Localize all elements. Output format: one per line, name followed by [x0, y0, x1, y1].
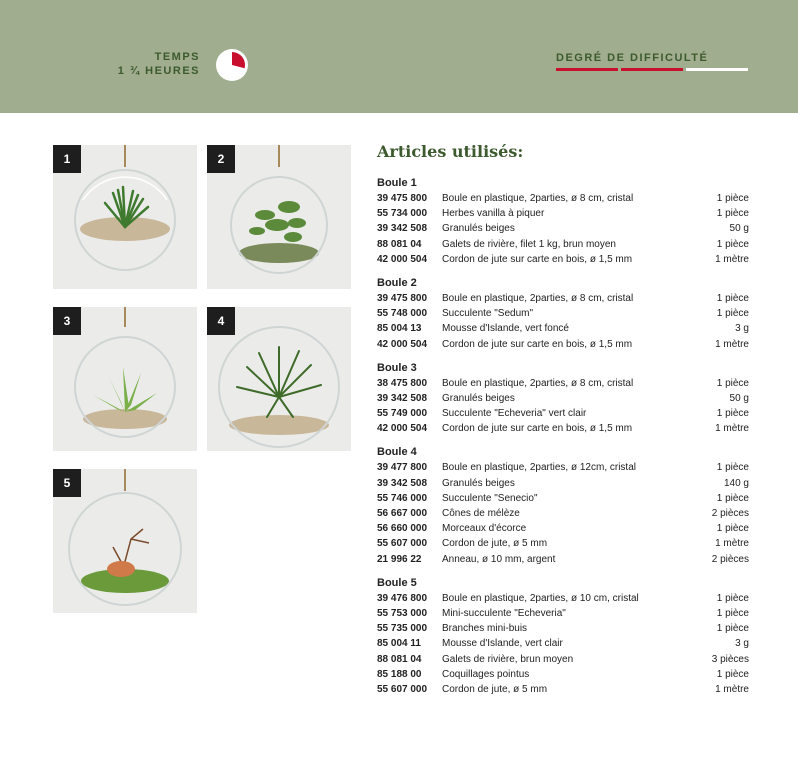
- article-group: [377, 445, 749, 566]
- article-description: Cordon de jute sur carte en bois, ø 1,5 mm: [442, 423, 633, 435]
- article-description: Anneau, ø 10 mm, argent: [442, 553, 556, 565]
- article-row: [377, 391, 749, 406]
- article-description: Mini-succulente "Echeveria": [442, 607, 566, 619]
- article-code: 55 607 000: [377, 538, 428, 550]
- article-code: 56 660 000: [377, 523, 428, 535]
- article-description: Succulente "Sedum": [442, 308, 534, 320]
- articles-title: Articles utilisés:: [377, 142, 524, 161]
- article-quantity: 1 pièce: [716, 607, 749, 619]
- article-code: 55 753 000: [377, 607, 428, 619]
- article-code: 42 000 504: [377, 338, 428, 350]
- article-row: [377, 606, 749, 621]
- article-quantity: 50 g: [729, 223, 749, 235]
- article-row: [377, 621, 749, 636]
- group-title: Boule 3: [377, 361, 417, 374]
- article-quantity: 1 mètre: [715, 683, 749, 695]
- article-code: 39 342 508: [377, 477, 428, 489]
- article-description: Succulente "Senecio": [442, 492, 538, 504]
- article-row: [377, 337, 749, 352]
- article-code: 39 477 800: [377, 462, 428, 474]
- group-title: Boule 1: [377, 177, 417, 189]
- article-quantity: 1 pièce: [716, 523, 749, 535]
- photo-number-badge: 5: [53, 469, 81, 497]
- article-quantity: 3 pièces: [711, 653, 749, 665]
- article-quantity: 3 g: [735, 323, 749, 335]
- article-description: Cordon de jute, ø 5 mm: [442, 683, 548, 695]
- article-row: [377, 476, 749, 491]
- article-row: [377, 406, 749, 421]
- article-quantity: 1 pièce: [716, 208, 749, 220]
- articles-list: [377, 176, 749, 706]
- article-row: [377, 376, 749, 391]
- article-row: [377, 306, 749, 321]
- article-quantity: 1 pièce: [716, 492, 749, 504]
- group-title: Boule 4: [377, 446, 417, 459]
- article-description: Mousse d'Islande, vert clair: [442, 638, 563, 650]
- article-row: [377, 321, 749, 336]
- header-banner: [0, 0, 798, 113]
- article-quantity: 3 g: [735, 638, 749, 650]
- article-code: 85 004 13: [377, 323, 422, 335]
- article-code: 55 735 000: [377, 623, 428, 635]
- article-code: 55 748 000: [377, 308, 428, 320]
- article-row: [377, 237, 749, 252]
- photo-number-badge: 1: [53, 145, 81, 173]
- article-row: [377, 421, 749, 436]
- photo-boule-3: [53, 307, 197, 451]
- article-code: 39 475 800: [377, 292, 428, 304]
- article-description: Morceaux d'écorce: [442, 523, 527, 535]
- article-description: Granulés beiges: [442, 392, 515, 404]
- photo-boule-4: [207, 307, 351, 451]
- article-description: Boule en plastique, 2parties, ø 8 cm, cristal: [442, 377, 634, 389]
- article-description: Herbes vanilla à piquer: [442, 208, 545, 220]
- article-row: [377, 636, 749, 651]
- article-row: [377, 221, 749, 236]
- article-description: Succulente "Echeveria" vert clair: [442, 408, 587, 420]
- article-description: Granulés beiges: [442, 223, 515, 235]
- photo-boule-2: [207, 145, 351, 289]
- article-code: 55 746 000: [377, 492, 428, 504]
- group-title: Boule 5: [377, 576, 417, 589]
- difficulty-label: DEGRÉ DE DIFFICULTÉ: [556, 52, 709, 64]
- article-quantity: 140 g: [723, 477, 749, 489]
- article-quantity: 1 pièce: [716, 238, 749, 250]
- article-description: Cordon de jute, ø 5 mm: [442, 538, 548, 550]
- article-code: 39 342 508: [377, 392, 428, 404]
- article-code: 42 000 504: [377, 423, 428, 435]
- article-row: [377, 491, 749, 506]
- article-description: Cônes de mélèze: [442, 508, 520, 519]
- article-code: 55 734 000: [377, 208, 428, 220]
- article-description: Galets de rivière, brun moyen: [442, 653, 574, 665]
- article-description: Galets de rivière, filet 1 kg, brun moyen: [442, 238, 616, 250]
- article-description: Cordon de jute sur carte en bois, ø 1,5 mm: [442, 253, 633, 265]
- article-code: 39 476 800: [377, 592, 428, 604]
- article-row: [377, 536, 749, 551]
- difficulty-segment: [621, 68, 683, 71]
- time-label: TEMPS: [154, 51, 200, 63]
- time-value: 1 ¾ HEURES: [117, 65, 200, 77]
- article-group: [377, 176, 749, 267]
- article-row: [377, 652, 749, 667]
- article-row: [377, 291, 749, 306]
- article-description: Mousse d'Islande, vert foncé: [442, 323, 569, 335]
- article-quantity: 1 pièce: [716, 193, 749, 204]
- article-group: [377, 361, 749, 437]
- timer-pie-icon: [215, 48, 249, 82]
- article-description: Boule en plastique, 2parties, ø 8 cm, cristal: [442, 292, 634, 304]
- article-quantity: 1 pièce: [716, 592, 749, 604]
- difficulty-segment: [686, 68, 748, 71]
- article-description: Branches mini-buis: [442, 623, 528, 635]
- article-quantity: 2 pièces: [711, 508, 749, 519]
- article-quantity: 1 mètre: [715, 538, 749, 550]
- article-code: 42 000 504: [377, 253, 428, 265]
- article-code: 39 475 800: [377, 193, 428, 204]
- article-row: [377, 506, 749, 521]
- photo-number-badge: 4: [207, 307, 235, 335]
- article-row: [377, 552, 749, 567]
- article-quantity: 1 pièce: [716, 462, 749, 474]
- article-description: Boule en plastique, 2parties, ø 10 cm, cristal: [442, 592, 639, 604]
- article-row: [377, 667, 749, 682]
- photo-boule-1: [53, 145, 197, 289]
- photo-number-badge: 2: [207, 145, 235, 173]
- photo-number-badge: 3: [53, 307, 81, 335]
- article-quantity: 1 pièce: [716, 408, 749, 420]
- article-group: [377, 276, 749, 352]
- article-code: 39 342 508: [377, 223, 428, 235]
- article-description: Cordon de jute sur carte en bois, ø 1,5 mm: [442, 338, 633, 350]
- article-quantity: 1 pièce: [716, 308, 749, 320]
- article-row: [377, 591, 749, 606]
- group-title: Boule 2: [377, 276, 417, 289]
- article-row: [377, 460, 749, 475]
- article-group: [377, 576, 749, 697]
- article-description: Coquillages pointus: [442, 668, 530, 680]
- article-code: 88 081 04: [377, 653, 422, 665]
- article-code: 85 004 11: [377, 638, 421, 650]
- article-code: 85 188 00: [377, 668, 422, 680]
- time-info: [118, 50, 200, 78]
- article-row: [377, 252, 749, 267]
- article-quantity: 1 mètre: [715, 338, 749, 350]
- difficulty-segment: [556, 68, 618, 71]
- article-description: Boule en plastique, 2parties, ø 8 cm, cristal: [442, 193, 634, 204]
- article-quantity: 2 pièces: [711, 553, 749, 565]
- article-row: [377, 521, 749, 536]
- article-code: 38 475 800: [377, 377, 428, 389]
- article-quantity: 1 mètre: [715, 423, 749, 435]
- article-row: [377, 682, 749, 697]
- article-quantity: 50 g: [729, 392, 749, 404]
- article-code: 21 996 22: [377, 553, 422, 565]
- article-quantity: 1 pièce: [716, 292, 749, 304]
- article-row: [377, 206, 749, 221]
- article-quantity: 1 mètre: [715, 253, 749, 265]
- article-quantity: 1 pièce: [716, 377, 749, 389]
- article-row: [377, 191, 749, 206]
- article-quantity: 1 pièce: [716, 668, 749, 680]
- article-quantity: 1 pièce: [716, 623, 749, 635]
- article-code: 56 667 000: [377, 508, 428, 519]
- article-description: Boule en plastique, 2parties, ø 12cm, cristal: [442, 462, 636, 474]
- photo-boule-5: [53, 469, 197, 613]
- article-code: 55 749 000: [377, 408, 428, 420]
- article-code: 88 081 04: [377, 238, 422, 250]
- article-description: Granulés beiges: [442, 477, 515, 489]
- article-code: 55 607 000: [377, 683, 428, 695]
